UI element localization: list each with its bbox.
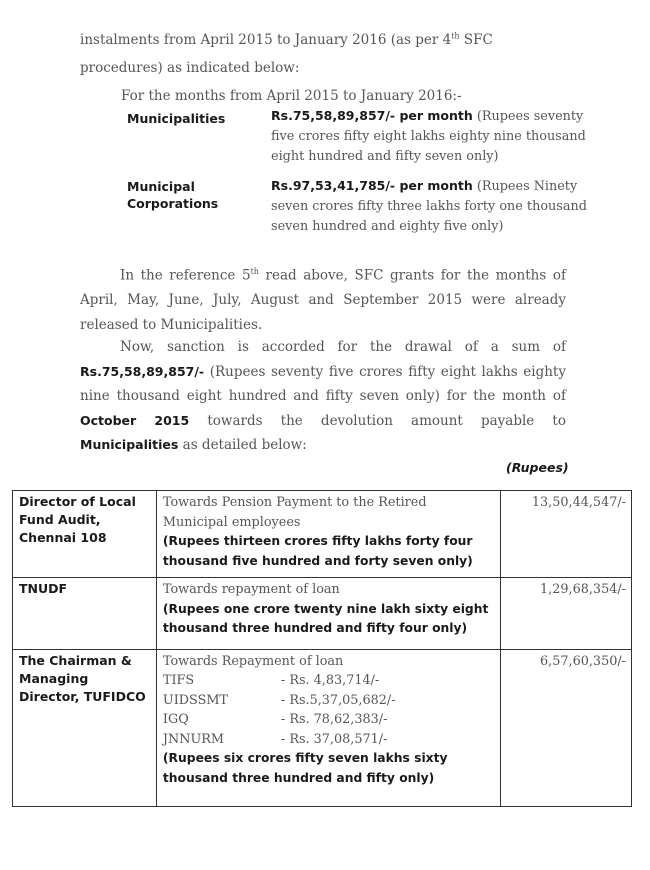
purpose-cell <box>156 578 500 650</box>
amount-cell: 1,29,68,354/- <box>501 578 632 650</box>
allocation-municipalities <box>271 106 606 167</box>
amount-in-words: (Rupees thirteen crores fifty lakhs forty four thousand five hundred and forty seven only) <box>162 534 473 568</box>
amount-in-words: (Rupees six crores fifty seven lakhs sixty thousand three hundred and fifty only) <box>162 751 448 785</box>
table-row <box>13 491 632 578</box>
sanction-mid: towards the devolution amount payable to <box>207 412 566 429</box>
amount-in-words: (Rupees one crore twenty nine lakh sixty eight thousand three hundred and fifty four only) <box>162 601 489 635</box>
table-row <box>13 649 632 806</box>
disbursement-table <box>12 490 632 807</box>
payee-cell: The Chairman & Managing Director, TUFIDCO <box>13 649 157 806</box>
loan-name: TIFS <box>162 673 195 688</box>
sanction-post: as detailed below: <box>182 437 307 453</box>
loan-name: JNNURM <box>162 731 224 747</box>
sanction-words: (Rupees seventy five crores fifty eight lakhs eighty nine thousand eight hundred and fifty seven only) for the month of <box>80 363 566 404</box>
loan-line <box>163 710 495 730</box>
amount-cell: 13,50,44,547/- <box>501 491 632 578</box>
purpose-cell <box>156 649 500 806</box>
payee-cell: Director of Local Fund Audit, Chennai 108 <box>13 491 157 578</box>
loan-amount: - Rs.5,37,05,682/- <box>280 692 396 708</box>
loan-amount: - Rs. 78,62,383/- <box>280 712 388 727</box>
intro-line-2: procedures) as indicated below: <box>80 59 300 76</box>
payee-cell: TNUDF <box>13 578 157 650</box>
allocation-words: (Rupees seventy five crores fifty eight lakhs eighty nine thousand eight hundred and fifty seven only) <box>271 109 586 164</box>
allocation-words: (Rupees Ninety seven crores fifty three lakhs forty one thousand seven hundred and eighty five only) <box>271 179 587 234</box>
loan-name: UIDSSMT <box>162 692 228 708</box>
sanction-target: Municipalities <box>80 437 179 452</box>
sanction-paragraph <box>80 335 566 458</box>
sanction-pre: Now, sanction is accorded for the drawal of a sum of <box>120 339 566 355</box>
amount-cell: 6,57,60,350/- <box>501 649 632 806</box>
loan-line <box>163 730 495 750</box>
allocation-amount: Rs.75,58,89,857/- per month <box>271 108 473 123</box>
purpose-cell <box>156 491 500 578</box>
loan-line <box>163 691 495 711</box>
purpose-text: Towards Pension Payment to the Retired Municipal employees <box>162 495 427 530</box>
table-row <box>13 578 632 650</box>
intro-paragraph <box>80 22 566 82</box>
loan-name: IGQ <box>162 712 189 727</box>
loan-line <box>163 671 495 691</box>
purpose-text: Towards Repayment of loan <box>162 653 344 669</box>
sanction-month: October 2015 <box>80 412 190 428</box>
allocation-corporations <box>271 176 606 237</box>
loan-amount: - Rs. 37,08,571/- <box>280 731 388 747</box>
period-heading: For the months from April 2015 to January 2016:- <box>121 88 462 104</box>
unit-label: (Rupees) <box>506 460 569 475</box>
purpose-text: Towards repayment of loan <box>162 582 340 597</box>
allocation-label-corporations: Municipal Corporations <box>127 179 219 211</box>
sanction-amount: Rs.75,58,89,857/- <box>80 363 205 379</box>
intro-line-1: instalments from April 2015 to January 2016 (as per 4th SFC <box>80 31 493 48</box>
allocation-label-municipalities: Municipalities <box>127 111 226 126</box>
loan-amount: - Rs. 4,83,714/- <box>280 673 380 688</box>
allocation-amount: Rs.97,53,41,785/- per month <box>271 178 473 193</box>
reference-paragraph: In the reference 5th read above, SFC grants for the months of April, May, June, July, August and September 2015 were already released to Municipalities. <box>80 267 566 333</box>
